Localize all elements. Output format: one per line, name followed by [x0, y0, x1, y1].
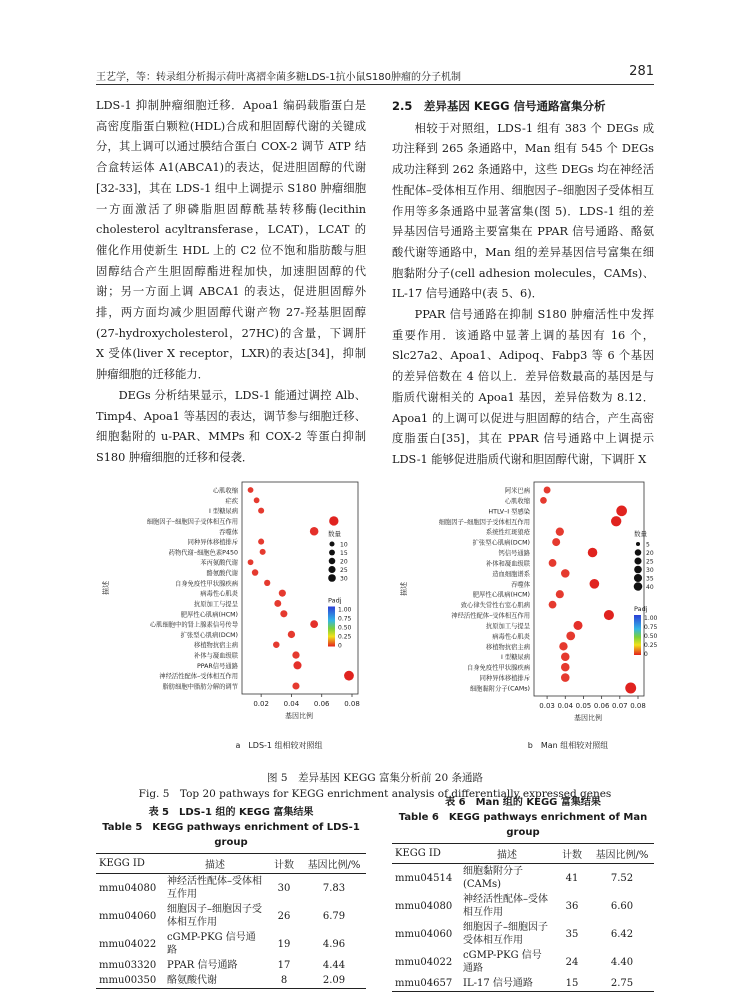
data-point — [248, 487, 254, 493]
x-tick-label: 0.08 — [630, 702, 646, 710]
size-legend-dot — [634, 582, 643, 591]
table-header: 描述 — [164, 854, 266, 874]
y-tick-label: 抗原加工与提呈 — [193, 600, 238, 608]
left-paragraph-1: LDS-1 抑制肿瘤细胞迁移．Apoa1 编码载脂蛋白是高密度脂蛋白颗粒(HDL)合成和胆固醇代谢的关键成分，其上调可以通过膜结合蛋白 COX-2 调节 ATP 结合盒转运体 A1(ABCA1)的表达，促进胆固醇的代谢[32-33]，其在 LDS-1 组中上调提示 S180 肿瘤细胞一方面激活了卵磷脂胆固醇酰基转移酶(lecithin cholesterol acyltransferase，LCAT)，LCAT 的催化作用使新生 HDL 上的 C2 位不饱和脂肪酸与胆固醇结合产生胆固醇酯进程加快，加速胆固醇的代谢；另一方面上调 ABCA1 的表达，促进胆固醇外排，两方面均减少胆固醇代谢产物 27-羟基胆固醇(27-hydroxycholesterol，27HC)的含量，下调肝 X 受体(liver X receptor，LXR)的表达[34]，抑制肿瘤细胞的迁移能力． — [96, 99, 366, 382]
size-legend-label: 5 — [646, 541, 650, 549]
table-cell: 4.44 — [322, 960, 346, 971]
data-point — [552, 538, 560, 546]
table-cell: 细胞因子–细胞因子受体相互作用 — [167, 904, 262, 928]
data-point — [556, 590, 564, 598]
color-legend-label: 0.75 — [644, 624, 658, 631]
data-point — [561, 673, 570, 682]
size-legend-dot — [634, 566, 642, 574]
y-tick-label: 苯丙氨酸代谢 — [200, 559, 238, 567]
size-legend-label: 20 — [646, 550, 654, 557]
figure-5b — [398, 476, 688, 762]
figure-caption-cn: 图 5 差异基因 KEGG 富集分析前 20 条通路 — [266, 772, 483, 784]
y-tick-label: 细胞黏附分子(CAMs) — [469, 685, 530, 693]
figure-5a — [100, 476, 390, 762]
size-legend-title: 数量 — [328, 530, 341, 538]
data-point — [616, 506, 627, 517]
data-point — [559, 642, 567, 650]
color-legend-label: 1.00 — [644, 615, 658, 622]
y-tick-label: 同种异体移植排斥 — [479, 675, 530, 683]
data-point — [252, 569, 259, 576]
y-tick-label: I 型糖尿病 — [208, 508, 238, 516]
data-point — [264, 580, 270, 586]
x-axis-label: 基因比例 — [574, 714, 602, 722]
y-tick-label: 扩张型心肌病(DCM) — [472, 539, 530, 547]
y-tick-label: 病毒性心肌炎 — [200, 590, 238, 598]
y-tick-label: 系统性红斑狼疮 — [485, 529, 530, 537]
table-cell: 细胞黏附分子(CAMs) — [463, 866, 523, 890]
table-5-grid — [96, 853, 366, 989]
size-legend-dot — [328, 574, 336, 582]
table-cell: cGMP-PKG 信号通路 — [167, 932, 256, 956]
color-legend-label: 0.25 — [644, 642, 658, 649]
right-paragraph-2: PPAR 信号通路在抑制 S180 肿瘤活性中发挥重要作用．该通路中显著上调的基因有 16 个，Slc27a2、Apoa1、Adipoq、Fabp3 等 6 个基因的差异倍数在 4 倍以上．差异倍数最高的基因是与脂质代谢相关的 Apoa1 基因，差异倍数为 8.12．Apoa1 的上调可以促进与胆固醇的结合，产生高密度脂蛋白[35]，其在 PPAR 信号通路中上调提示 LDS-1 能够促进脂质代谢和胆固醇代谢，下调肝 X — [392, 308, 654, 466]
data-point — [344, 671, 354, 681]
data-point — [573, 621, 582, 630]
table-5-title-cn: 表 5 LDS-1 组的 KEGG 富集结果 — [148, 807, 314, 818]
data-point — [590, 579, 600, 589]
color-legend-label: 0.50 — [338, 624, 352, 632]
data-point — [561, 569, 570, 578]
data-point — [329, 516, 338, 525]
data-point — [279, 590, 286, 597]
y-tick-label: 钙信号通路 — [498, 550, 530, 558]
table-cell: 26 — [277, 910, 291, 922]
subfigure-label: a LDS-1 组相较对照组 — [235, 741, 323, 750]
table-cell: 4.40 — [610, 956, 634, 968]
page-number: 281 — [629, 64, 654, 79]
y-tick-label: HTLV–I 型感染 — [488, 508, 530, 516]
y-tick-label: 同种异体移植排斥 — [187, 539, 238, 547]
color-legend-bar — [328, 607, 335, 647]
table-cell: mmu04022 — [395, 956, 453, 968]
table-cell: 7.52 — [610, 872, 634, 884]
table-cell: mmu04060 — [99, 910, 157, 922]
size-legend-title: 数量 — [634, 530, 647, 538]
color-legend-label: 0.50 — [644, 633, 658, 640]
color-legend-title: Padj — [634, 605, 648, 613]
table-6-title-cn: 表 6 Man 组的 KEGG 富集结果 — [445, 797, 601, 808]
size-legend-label: 20 — [340, 558, 348, 566]
y-tick-label: 神经活性配体–受体相互作用 — [159, 673, 238, 681]
table-cell: 17 — [277, 960, 291, 971]
left-paragraph-2: DEGs 分析结果显示，LDS-1 能通过调控 Alb、Timp4、Apoa1 等基因的表达，调节参与细胞迁移、细胞黏附的 u-PAR、MMPs 和 COX-2 等蛋白抑制 S180 肿瘤细胞的迁移和侵袭． — [96, 388, 366, 464]
y-tick-label: 神经活性配体–受体相互作用 — [451, 612, 530, 620]
table-cell: 4.96 — [322, 938, 346, 950]
data-point — [549, 601, 557, 609]
table-cell: 24 — [565, 956, 579, 968]
size-legend-dot — [634, 557, 641, 564]
y-tick-label: 心肌收缩 — [212, 487, 238, 495]
table-cell: cGMP-PKG 信号通路 — [463, 950, 542, 974]
table-cell: mmu04657 — [392, 976, 460, 992]
plot-frame — [534, 482, 644, 696]
table-cell: 神经活性配体–受体相互作用 — [167, 876, 262, 900]
table-5 — [96, 805, 366, 989]
table-row — [392, 864, 654, 893]
data-point — [292, 682, 299, 689]
table-cell: 6.42 — [610, 928, 634, 940]
data-point — [293, 661, 301, 669]
y-tick-label: 吞噬体 — [511, 581, 530, 589]
data-point — [588, 548, 598, 558]
table-header: KEGG ID — [392, 844, 460, 864]
table-cell: 酪氨酸代谢 — [164, 973, 266, 989]
y-tick-label: 肥厚性心肌病(HCM) — [472, 591, 530, 599]
table-cell: 19 — [277, 938, 291, 950]
y-tick-label: 移植物抗宿主病 — [485, 643, 530, 651]
y-tick-label: 心肌细胞中的肾上腺素信号传导 — [149, 621, 238, 629]
data-point — [566, 631, 575, 640]
table-row — [96, 902, 366, 930]
data-point — [625, 683, 636, 694]
y-tick-label: 细胞因子–细胞因子受体相互作用 — [146, 518, 238, 526]
x-tick-label: 0.04 — [557, 702, 574, 710]
size-legend-label: 30 — [340, 575, 348, 583]
data-point — [292, 651, 299, 658]
color-legend-label: 1.00 — [338, 606, 352, 614]
data-point — [258, 508, 264, 514]
right-column — [392, 96, 654, 471]
right-paragraph-1: 相较于对照组，LDS-1 组有 383 个 DEGs 成功注释到 265 条通路中，Man 组有 545 个 DEGs 成功注释到 262 条通路中，这些 DEGs 均在神经活性配体–受体相互作用、细胞因子–细胞因子受体相互作用等多条通路中显著富集(图 5)．LDS-1 组的差异基因信号通路主要富集在 PPAR 信号通路、酪氨酸代谢等通路中，Man 组的差异基因信号富集在细胞黏附分子(cell adhesion molecules，CAMs)、IL-17 信号通路中(表 5、6)． — [392, 121, 654, 301]
y-tick-label: 补体与凝血级联 — [193, 652, 238, 660]
data-point — [561, 663, 570, 672]
y-tick-label: 抗原加工与提呈 — [485, 622, 530, 630]
kegg-scatter-chart-b — [398, 476, 688, 762]
table-cell: PPAR 信号通路 — [167, 960, 238, 971]
left-column — [96, 96, 366, 469]
table-cell: 2.09 — [302, 973, 366, 989]
size-legend-label: 30 — [646, 567, 654, 574]
color-legend-title: Padj — [328, 596, 342, 605]
y-tick-label: 补体和凝血级联 — [485, 560, 530, 568]
size-legend-dot — [635, 549, 642, 556]
table-cell: 2.75 — [590, 976, 654, 992]
x-tick-label: 0.02 — [253, 700, 269, 708]
color-legend-label: 0.25 — [338, 633, 352, 641]
color-legend-label: 0.75 — [338, 615, 352, 623]
data-point — [310, 527, 319, 536]
size-legend-dot — [329, 558, 336, 565]
x-tick-label: 0.08 — [344, 700, 360, 708]
y-tick-label: 细胞因子–细胞因子受体相互作用 — [438, 518, 530, 526]
x-tick-label: 0.04 — [283, 700, 300, 708]
data-point — [280, 610, 287, 617]
data-point — [549, 559, 557, 567]
y-tick-label: 病毒性心肌炎 — [492, 633, 530, 641]
size-legend-label: 10 — [340, 541, 348, 549]
table-6-grid — [392, 843, 654, 992]
y-tick-label: 肥厚性心肌病(HCM) — [180, 611, 238, 619]
x-tick-label: 0.06 — [313, 700, 330, 708]
table-row — [96, 930, 366, 958]
table-header: 描述 — [460, 844, 554, 864]
size-legend-dot — [636, 542, 640, 546]
y-tick-label: 吞噬体 — [219, 528, 238, 536]
x-tick-label: 0.07 — [612, 702, 628, 710]
table-header: 计数 — [554, 844, 590, 864]
x-axis-label: 基因比例 — [285, 712, 313, 720]
table-cell: IL-17 信号通路 — [460, 976, 554, 992]
table-cell: 7.83 — [322, 882, 346, 894]
size-legend-label: 25 — [646, 558, 654, 566]
table-row — [392, 976, 654, 992]
table-cell: 36 — [565, 900, 579, 912]
x-tick-label: 0.05 — [575, 702, 592, 710]
size-legend-dot — [634, 574, 642, 582]
table-cell: 细胞因子–细胞因子受体相互作用 — [463, 922, 548, 946]
table-row — [392, 920, 654, 948]
data-point — [310, 620, 318, 628]
color-legend-label: 0 — [338, 642, 342, 650]
table-row — [96, 973, 366, 989]
data-point — [561, 652, 570, 661]
table-cell: mmu04022 — [99, 938, 157, 950]
table-cell: 神经活性配体–受体相互作用 — [463, 894, 548, 918]
running-header — [96, 62, 654, 85]
y-tick-label: I 型糖尿病 — [500, 654, 530, 662]
table-header: 基因比例/% — [590, 844, 654, 864]
size-legend-dot — [328, 566, 335, 573]
data-point — [544, 487, 551, 494]
table-header: KEGG ID — [96, 854, 164, 874]
figure-caption-en: Fig. 5 Top 20 pathways for KEGG enrichment analysis of differentially expressed genes — [138, 788, 612, 800]
running-title: 王艺学，等：转录组分析揭示荷叶离褶伞菌多糖LDS-1抗小鼠S180肿瘤的分子机制 — [96, 72, 462, 83]
x-tick-label: 0.06 — [593, 702, 610, 710]
x-tick-label: 0.03 — [539, 702, 555, 710]
y-tick-label: 心肌收缩 — [504, 497, 530, 505]
size-legend-label: 35 — [646, 575, 654, 583]
table-cell: mmu04060 — [395, 928, 453, 940]
table-cell: mmu04080 — [395, 900, 453, 912]
table-cell: 6.60 — [610, 900, 634, 912]
data-point — [260, 549, 266, 555]
size-legend-label: 25 — [340, 567, 348, 574]
size-legend-label: 15 — [340, 550, 348, 557]
y-tick-label: 自身免疫性甲状腺疾病 — [467, 664, 530, 672]
data-point — [273, 641, 280, 648]
size-legend-dot — [329, 550, 335, 556]
data-point — [540, 497, 547, 504]
y-tick-label: PPAR信号通路 — [196, 662, 238, 670]
table-cell: 41 — [565, 872, 579, 884]
data-point — [611, 516, 621, 526]
y-tick-label: 自身免疫性甲状腺疾病 — [175, 580, 238, 588]
data-point — [288, 631, 295, 638]
color-legend-label: 0 — [644, 651, 648, 658]
table-row — [96, 958, 366, 973]
y-tick-label: 造血细胞谱系 — [492, 570, 530, 578]
data-point — [274, 600, 281, 607]
table-cell: 8 — [266, 973, 302, 989]
table-header: 计数 — [266, 854, 302, 874]
data-point — [254, 497, 260, 503]
size-legend-dot — [329, 541, 334, 546]
y-tick-label: 扩张型心肌病(DCM) — [180, 631, 238, 639]
kegg-scatter-chart-a — [100, 476, 390, 762]
color-legend-bar — [634, 615, 641, 655]
data-point — [556, 528, 564, 536]
y-tick-label: 移植物抗宿主病 — [193, 642, 238, 650]
table-cell: 15 — [554, 976, 590, 992]
subfigure-label: b Man 组相较对照组 — [527, 741, 609, 750]
data-point — [604, 610, 614, 620]
y-axis-label: 描述 — [400, 582, 408, 596]
y-tick-label: 药物代谢–细胞色素P450 — [168, 549, 238, 557]
y-tick-label: 酪氨酸代谢 — [206, 570, 238, 578]
table-5-title-en: Table 5 KEGG pathways enrichment of LDS-1 group — [102, 822, 360, 848]
table-cell: mmu00350 — [96, 973, 164, 989]
table-cell: 6.79 — [322, 910, 346, 922]
y-axis-label: 描述 — [102, 581, 110, 595]
table-row — [96, 874, 366, 903]
y-tick-label: 疟疾 — [225, 497, 238, 505]
size-legend-label: 40 — [646, 584, 654, 591]
table-header: 基因比例/% — [302, 854, 366, 874]
y-tick-label: 致心律失常性右室心肌病 — [460, 602, 530, 610]
table-cell: 35 — [565, 928, 579, 940]
y-tick-label: 阿米巴病 — [504, 487, 530, 495]
table-cell: mmu04080 — [99, 882, 157, 894]
table-row — [392, 948, 654, 976]
section-heading: 2.5 差异基因 KEGG 信号通路富集分析 — [392, 99, 606, 113]
table-row — [392, 892, 654, 920]
table-cell: mmu03320 — [99, 960, 157, 971]
table-cell: 30 — [277, 882, 291, 894]
data-point — [248, 559, 254, 565]
table-6 — [392, 795, 654, 992]
table-cell: mmu04514 — [395, 872, 453, 884]
data-point — [258, 539, 264, 545]
y-tick-label: 脂肪细胞中脂肪分解的调节 — [162, 683, 238, 691]
table-6-title-en: Table 6 KEGG pathways enrichment of Man group — [398, 812, 648, 838]
